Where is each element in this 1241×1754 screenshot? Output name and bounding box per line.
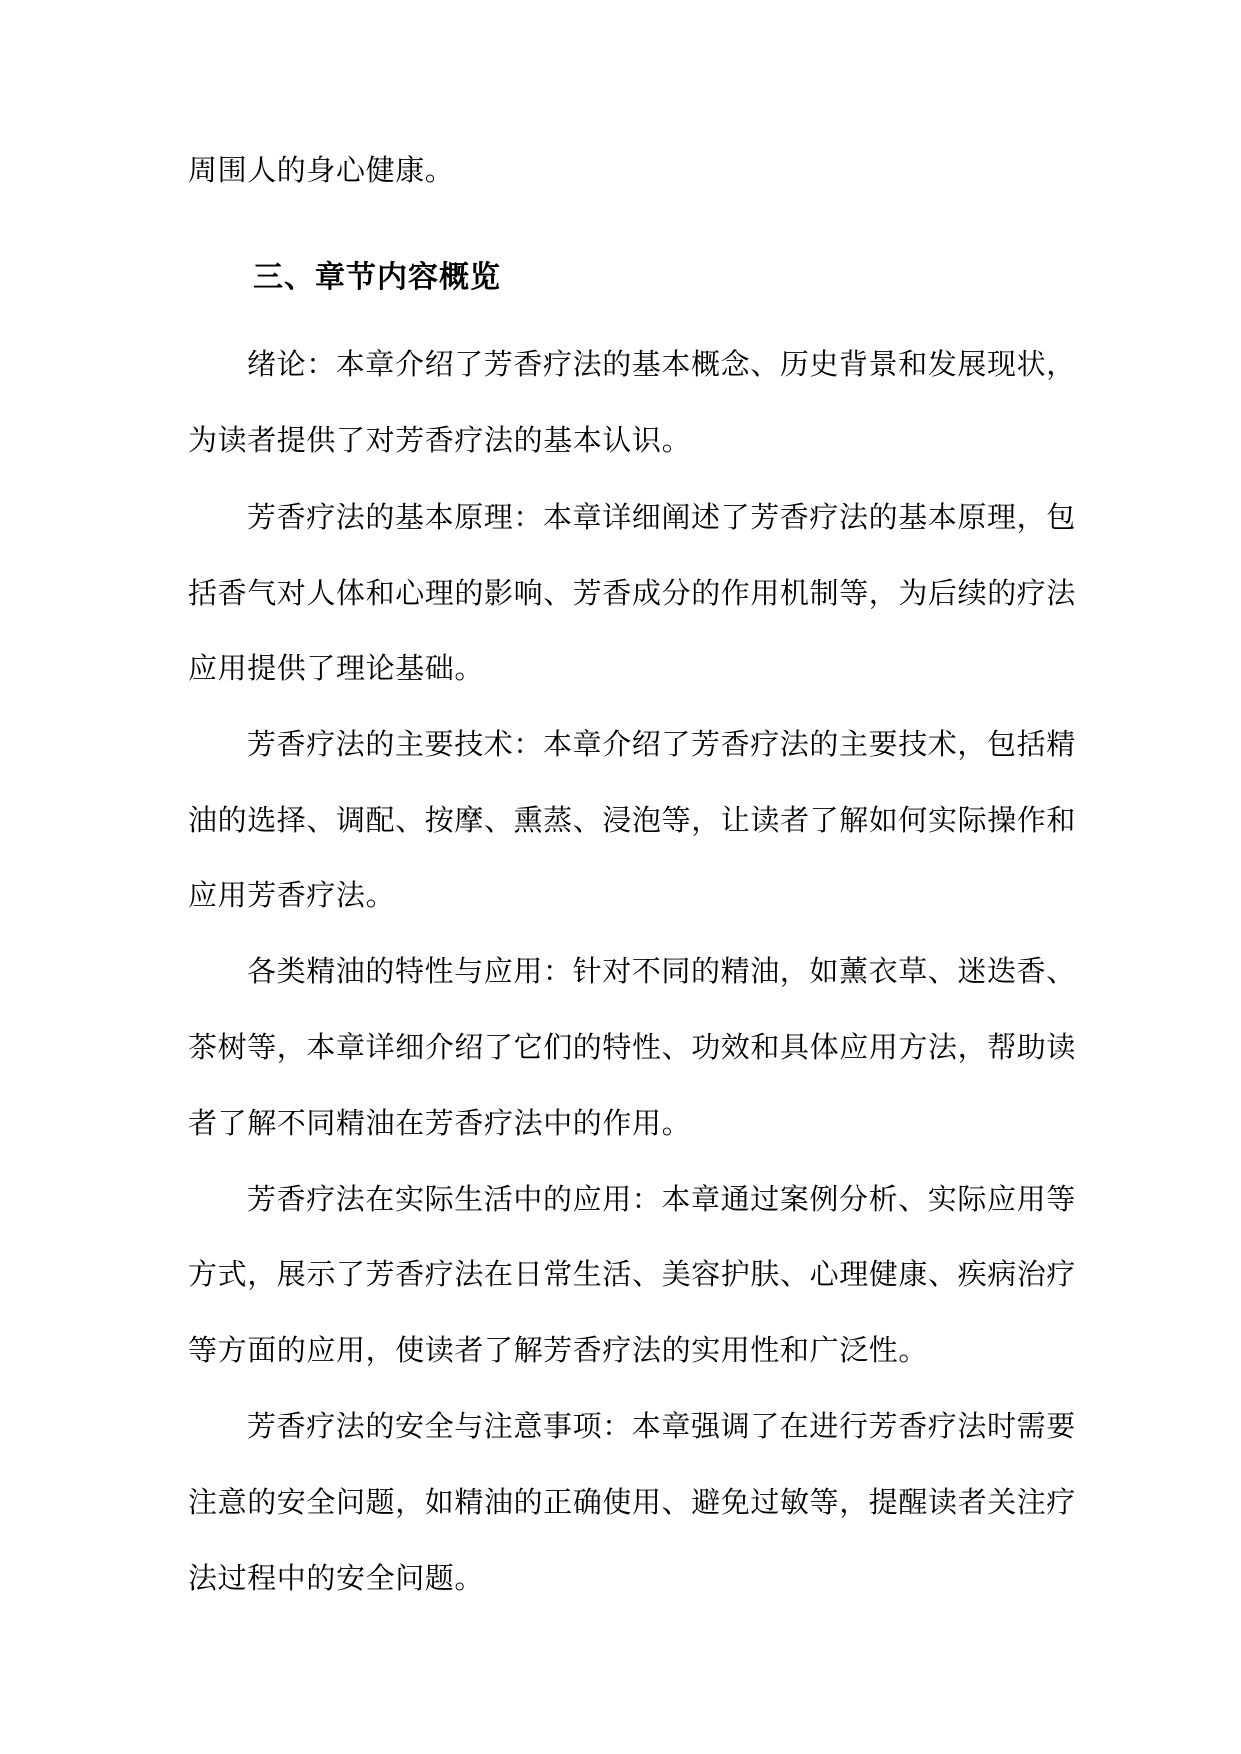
paragraph-techniques-line-3: 应用芳香疗法。 — [188, 878, 396, 912]
paragraph-oils-line-1: 各类精油的特性与应用：针对不同的精油，如薰衣草、迷迭香、 — [247, 954, 1076, 988]
paragraph-safety-line-1: 芳香疗法的安全与注意事项：本章强调了在进行芳香疗法时需要 — [247, 1409, 1076, 1443]
paragraph-principles-line-2: 括香气对人体和心理的影响、芳香成分的作用机制等，为后续的疗法 — [188, 576, 1077, 610]
paragraph-principles-line-3: 应用提供了理论基础。 — [188, 651, 485, 685]
section-heading: 三、章节内容概览 — [253, 260, 501, 295]
paragraph-techniques-line-1: 芳香疗法的主要技术：本章介绍了芳香疗法的主要技术，包括精 — [247, 727, 1076, 761]
paragraph-techniques-line-2: 油的选择、调配、按摩、熏蒸、浸泡等，让读者了解如何实际操作和 — [188, 803, 1077, 837]
paragraph-safety-line-3: 法过程中的安全问题。 — [188, 1561, 485, 1595]
paragraph-intro-line-1: 绪论：本章介绍了芳香疗法的基本概念、历史背景和发展现状， — [247, 347, 1076, 381]
paragraph-oils-line-3: 者了解不同精油在芳香疗法中的作用。 — [188, 1106, 692, 1140]
paragraph-applications-line-3: 等方面的应用，使读者了解芳香疗法的实用性和广泛性。 — [188, 1333, 929, 1367]
paragraph-principles-line-1: 芳香疗法的基本原理：本章详细阐述了芳香疗法的基本原理，包 — [247, 500, 1076, 534]
paragraph-applications-line-1: 芳香疗法在实际生活中的应用：本章通过案例分析、实际应用等 — [247, 1182, 1076, 1216]
text-line-continuation: 周围人的身心健康。 — [188, 153, 455, 187]
paragraph-oils-line-2: 茶树等，本章详细介绍了它们的特性、功效和具体应用方法，帮助读 — [188, 1030, 1077, 1064]
paragraph-safety-line-2: 注意的安全问题，如精油的正确使用、避免过敏等，提醒读者关注疗 — [188, 1485, 1077, 1519]
paragraph-intro-line-2: 为读者提供了对芳香疗法的基本认识。 — [188, 423, 692, 457]
paragraph-applications-line-2: 方式，展示了芳香疗法在日常生活、美容护肤、心理健康、疾病治疗 — [188, 1257, 1077, 1291]
